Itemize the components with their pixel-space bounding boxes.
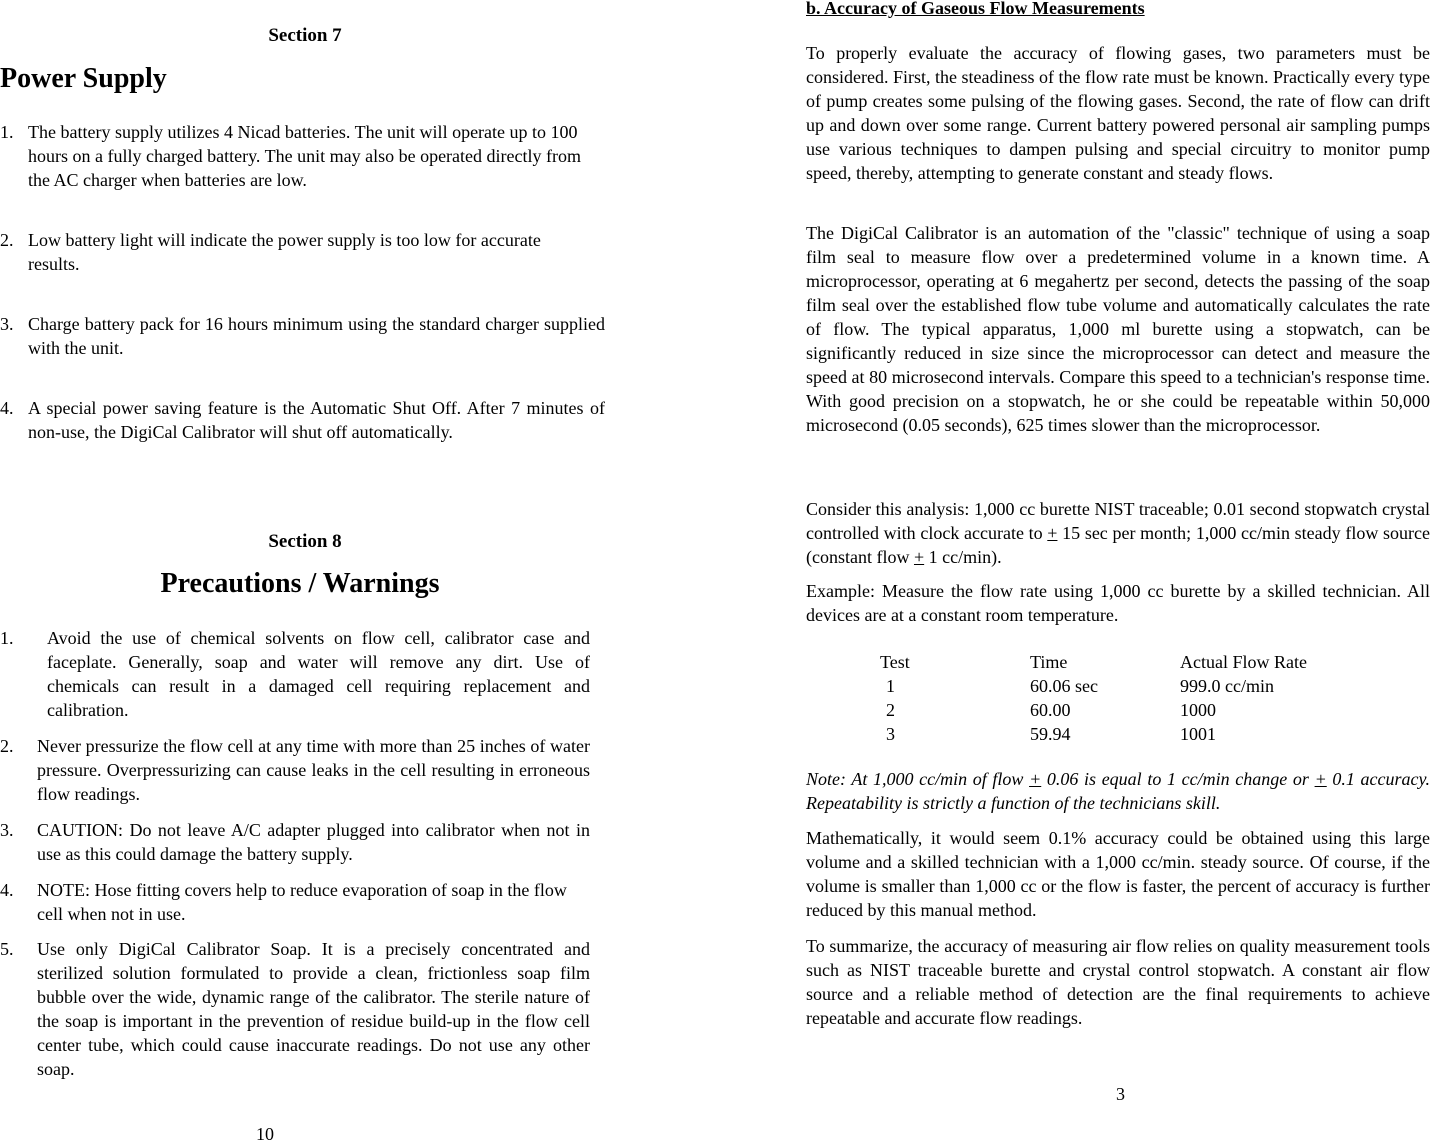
table-header: Time [1030, 652, 1068, 672]
item-number: 2. [0, 736, 14, 756]
item-text: A special power saving feature is the Automatic Shut Off. After 7 minutes of non-use, the DigiCal Calibrator will shut off automatically. [28, 398, 605, 442]
table-header: Test [880, 652, 910, 672]
warning-item-1 [0, 626, 590, 722]
table-cell: 999.0 cc/min [1180, 676, 1274, 696]
section-7-label: Section 7 [268, 25, 342, 46]
item-number: 3. [0, 314, 14, 334]
paragraph-2: The DigiCal Calibrator is an automation of the "classic" technique of using a soap film seal to measure flow over a predetermined volume in a known time. A microprocessor, operating at 6 megahertz per second, detects the passing of the soap film seal over the established flow tube volume and automatically calculates the rate of flow. The typical apparatus, 1,000 ml burette using a stopwatch, can be significantly reduced in size since the microprocessor can detect and measure the speed at 80 microsecond intervals. Compare this speed to a technician's response time. With good precision on a stopwatch, he or she could be repeatable within 50,000 microsecond (0.05 seconds), 625 times slower than the microprocessor. [806, 223, 1430, 435]
page-number: 10 [256, 1124, 274, 1144]
item-text: CAUTION: Do not leave A/C adapter plugged into calibrator when not in use as this could damage the battery supply. [37, 820, 590, 864]
item-text: NOTE: Hose fitting covers help to reduce evaporation of soap in the flow cell when not in use. [37, 880, 567, 924]
item-number: 1. [0, 628, 14, 648]
warning-item-3 [0, 818, 590, 866]
section-8-title: Precautions / Warnings [160, 568, 440, 599]
page-number: 3 [1116, 1084, 1125, 1104]
table-cell: 60.00 [1030, 700, 1071, 720]
table-cell: 1001 [1180, 724, 1216, 744]
text-run: 1 cc/min). [924, 547, 1002, 567]
power-item-2 [0, 228, 560, 276]
table-cell: 60.06 sec [1030, 676, 1098, 696]
section-8-label: Section 8 [268, 531, 342, 552]
plus-minus-symbol: + [1314, 769, 1327, 789]
item-number: 5. [0, 939, 14, 959]
section-7-title: Power Supply [0, 63, 167, 94]
text-run: 0.1 accuracy. Repeatability is strictly a function of the technicians skill. [806, 769, 1431, 813]
item-number: 4. [0, 398, 14, 418]
table-cell: 59.94 [1030, 724, 1071, 744]
table-cell: 1000 [1180, 700, 1216, 720]
text-run: Note: At 1,000 cc/min of flow [806, 769, 1030, 789]
item-number: 3. [0, 820, 14, 840]
warning-item-4 [0, 878, 590, 926]
note [806, 767, 1430, 815]
warning-item-5 [0, 937, 590, 1081]
text-run: 0.06 is equal to 1 cc/min change or [1041, 769, 1315, 789]
table-header: Actual Flow Rate [1180, 652, 1307, 672]
item-text: Never pressurize the flow cell at any time with more than 25 inches of water pressure. Overpressurizing can cause leaks in the cell resulting in erroneous flow readings. [37, 736, 590, 804]
item-text: Low battery light will indicate the power supply is too low for accurate results. [28, 230, 541, 274]
text-run: Consider this analysis: 1,000 cc burette NIST traceable; 0.01 second stopwatch crystal controlled with clock accurate to [806, 499, 1430, 543]
table-cell: 1 [886, 676, 895, 696]
power-item-4 [0, 396, 605, 444]
paragraph-1: To properly evaluate the accuracy of flowing gases, two parameters must be considered. First, the steadiness of the flow rate must be known. Practically every type of pump creates some pulsing of the flowing gases. Second, the rate of flow can drift up and down over some range. Current battery powered personal air sampling pumps use various techniques to dampen pulsing and special circuitry to monitor pump speed, thereby, attempting to generate constant and steady flows. [806, 43, 1430, 183]
item-number: 4. [0, 880, 14, 900]
paragraph-5: Mathematically, it would seem 0.1% accuracy could be obtained using this large volume and a skilled technician with a 1,000 cc/min. steady source. Of course, if the volume is smaller than 1,000 cc or the flow is faster, the percent of accuracy is further reduced by this manual method. [806, 828, 1430, 920]
plus-minus-symbol: + [1029, 769, 1042, 789]
left-page [0, 0, 610, 1144]
item-text: Use only DigiCal Calibrator Soap. It is a precisely concentrated and sterilized solution formulated to provide a clean, frictionless soap film bubble over the wide, dynamic range of the calibrator. The sterile nature of the soap is important in the prevention of residue build-up in the flow cell center tube, which could cause inaccurate readings. Do not use any other soap. [37, 939, 590, 1079]
power-item-1 [0, 120, 588, 192]
item-text: The battery supply utilizes 4 Nicad batteries. The unit will operate up to 100 hours on a fully charged battery. The unit may also be operated directly from the AC charger when batteries are low. [28, 122, 581, 190]
right-page [806, 0, 1430, 1139]
table-cell: 3 [886, 724, 895, 744]
item-number: 1. [0, 122, 14, 142]
item-text: Avoid the use of chemical solvents on flow cell, calibrator case and faceplate. Generally, soap and water will remove any dirt. Use of chemicals can result in a damaged cell requiring replacement and calibration. [47, 628, 590, 720]
paragraph-6: To summarize, the accuracy of measuring air flow relies on quality measurement tools such as NIST traceable burette and crystal control stopwatch. A constant air flow source and a reliable method of detection are the final requirements to achieve repeatable and accurate flow readings. [806, 936, 1430, 1028]
paragraph-3 [806, 497, 1430, 569]
section-heading: b. Accuracy of Gaseous Flow Measurements [806, 0, 1145, 18]
plus-minus-symbol: + [913, 547, 925, 567]
power-item-3 [0, 312, 605, 360]
plus-minus-symbol: + [1047, 523, 1058, 543]
warning-item-2 [0, 734, 590, 806]
item-text: Charge battery pack for 16 hours minimum using the standard charger supplied with the unit. [28, 314, 605, 358]
table-cell: 2 [886, 700, 895, 720]
text-run: 15 sec per month; 1,000 cc/min steady flow source (constant flow [806, 523, 1430, 567]
paragraph-4: Example: Measure the flow rate using 1,000 cc burette by a skilled technician. All devices are at a constant room temperature. [806, 581, 1430, 625]
item-number: 2. [0, 230, 14, 250]
